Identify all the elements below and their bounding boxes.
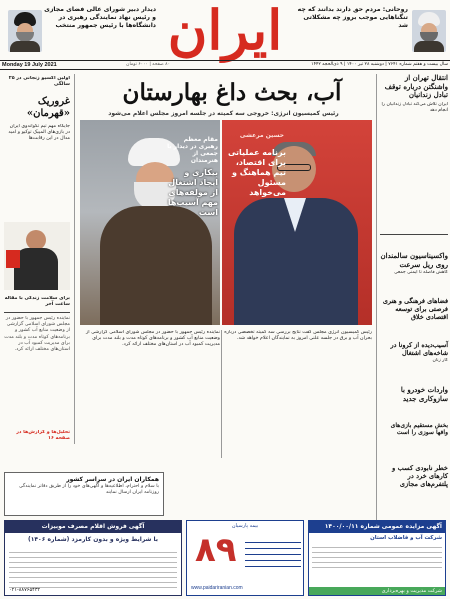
- right-item-body: کاهش فاصله تا ایمنی جمعی: [394, 270, 448, 275]
- right-item-body: کار زنان: [432, 357, 448, 363]
- right-item[interactable]: [380, 342, 448, 382]
- marashi-photo: [222, 120, 372, 325]
- ad-left[interactable]: [4, 520, 182, 596]
- cleric-photo: [80, 120, 220, 325]
- left-column-text: نماینده رئیس جمهور با حضور در مجلس شورای اسلامی گزارشی از وضعیت منابع آب کشور و برنامه‌های کوتاه مدت و بلند مدت برای مدیریت کمبود آب در استان‌های مختلف ارائه کرد.: [4, 316, 70, 353]
- center-left-text: نماینده رئیس جمهور با حضور در مجلس شورای اسلامی گزارشی از وضعیت منابع آب کشور و برنامه‌های کوتاه مدت و بلند مدت برای مدیریت کمبود آب در استان‌های مختلف ارائه کرد.: [85, 330, 220, 348]
- notice-box-body: با سلام و احترام، اطلاعیه‌ها و آگهی‌های خود را از طریق دفاتر نمایندگی روزنامه ایران ارسال نمایند: [19, 484, 159, 495]
- price-info: ۸۰ صفحه | ۶۰۰۰ تومان: [126, 62, 170, 67]
- english-date: Monday 19 July 2021: [2, 62, 57, 68]
- ad-right-footer: شرکت مدیریت و بهره‌برداری: [308, 587, 445, 595]
- left-column-footer[interactable]: تحلیل‌ها و گزارش‌ها در صفحه ۱۶: [16, 430, 70, 440]
- left-column-caption: برای سلامت زندگی با مقاله ساعت آخر: [4, 296, 70, 308]
- marashi-photo-caption[interactable]: برنامه عملیاتی برای اقتصاد، تیم هماهنگ و مسئول می‌خواهد: [227, 148, 286, 197]
- right-item-body: ایران تلاش می‌کند تبادل زندانیان را انجام دهد: [381, 101, 448, 113]
- left-column-body: جایگاه مهم تیم تکواندوی ایران در بازی‌های المپیک توکیو و امید مدال در این رقابت‌ها: [8, 124, 70, 142]
- lead-headline[interactable]: آب، بحث داغ بهارستان: [122, 79, 342, 106]
- date-bar: [0, 60, 450, 70]
- notice-box-title: همکاران ایران در سراسر کشور: [66, 476, 159, 483]
- cleric-photo-caption[interactable]: بیکاری و ایجاد اشتغال از مولفه‌های مهم آسیب‌ها است: [167, 168, 218, 217]
- marashi-photo-kicker: حسین مرعشی: [239, 132, 284, 139]
- left-column-headline[interactable]: غروریک «قهرمان»: [26, 96, 70, 119]
- right-item[interactable]: [380, 298, 448, 340]
- ad-right[interactable]: [308, 520, 446, 596]
- ad-right-text-lines: [312, 543, 442, 569]
- ad-left-phone: ۰۲۱-۸۸۷۶۵۴۳۲: [9, 587, 41, 593]
- cleric-photo-kicker: مقام معظم رهبری در دیدار با جمعی از هنرمندان: [167, 136, 218, 164]
- right-item[interactable]: [380, 252, 448, 296]
- ad-middle-brand: بیمه پارسیان: [231, 523, 259, 529]
- left-column-photo: [4, 222, 70, 290]
- newspaper-logo: ایران: [167, 0, 283, 62]
- notice-box[interactable]: [4, 472, 164, 516]
- left-teaser-portrait: [8, 10, 42, 52]
- ad-middle-number: ۸۹: [195, 530, 237, 570]
- left-teaser[interactable]: دیدار دبیر شورای عالی فضای مجازی و رئیس نهاد نمایندگی رهبری در دانشگاه‌ها با رئیس جمهور منتخب: [44, 6, 156, 29]
- left-column-kicker[interactable]: اولین اکسپو زنجانی در ۲۵ سالگی: [8, 76, 70, 88]
- right-column: [380, 74, 448, 562]
- right-item-title: واکسیناسیون سالمندان روی ریل سرعت: [380, 251, 448, 269]
- right-item[interactable]: [380, 74, 448, 138]
- right-item-title: انتقال تهران از واشنگتن درباره توقف تبادل زندانیان: [384, 73, 448, 99]
- right-item-title: فضاهای فرهنگی و هنری فرصتی برای توسعه اقتصادی خلاق: [382, 297, 448, 321]
- right-item-title: آسیب‌دیده از کرونا در شاخه‌های اشتغال: [390, 341, 448, 357]
- right-item[interactable]: [380, 422, 448, 462]
- ad-middle[interactable]: [186, 520, 304, 596]
- ad-right-body: شرکت آب و فاضلاب استان: [370, 535, 442, 541]
- ad-left-body: با شرایط ویژه و بدون کارمزد (شماره ۱۴۰۶): [27, 536, 159, 543]
- ad-middle-text-lines: [245, 537, 301, 567]
- ad-left-text-lines: [9, 548, 177, 588]
- right-item-title: واردات خودرو با سازوکاری جدید: [400, 385, 448, 403]
- right-teaser[interactable]: روحانی: مردم حق دارند بدانند که چه تنگناهایی موجب بروز چه مشکلاتی شد: [297, 6, 408, 29]
- ad-middle-url[interactable]: www.paidariranian.com: [191, 585, 243, 591]
- ad-left-title: آگهی فروش اقلام مصرف موبیزات: [5, 521, 181, 533]
- lead-subhead: رئیس کمیسیون انرژی: خروجی سه کمیته در جلسه امروز مجلس اعلام می‌شود: [108, 110, 339, 117]
- right-item[interactable]: [380, 464, 448, 512]
- right-teaser-portrait: [412, 10, 446, 52]
- right-item[interactable]: [380, 386, 448, 420]
- center-right-text: رئیس کمیسیون انرژی مجلس گفت نتایج بررسی سه کمیته تخصصی درباره بحران آب و برق در جلسه علنی امروز به نمایندگان اعلام خواهد شد.: [224, 330, 372, 342]
- right-item-title: خطر نابودی کسب و کارهای خرد در پلتفرم‌های مجازی: [392, 464, 448, 488]
- ad-right-title: آگهی مزایده عمومی شماره ۱۴۰۰/۰۰/۱۱: [309, 521, 445, 533]
- persian-date: سال بیست و هفتم شماره ۷۶۴۱ | دوشنبه ۲۸ تیر ۱۴۰۰ | ۹ ذی‌الحجه ۱۴۴۲: [311, 62, 448, 67]
- right-item-title: بخش مستقیم بازی‌های وافها سوزی را است: [390, 422, 448, 437]
- masthead: [0, 0, 450, 62]
